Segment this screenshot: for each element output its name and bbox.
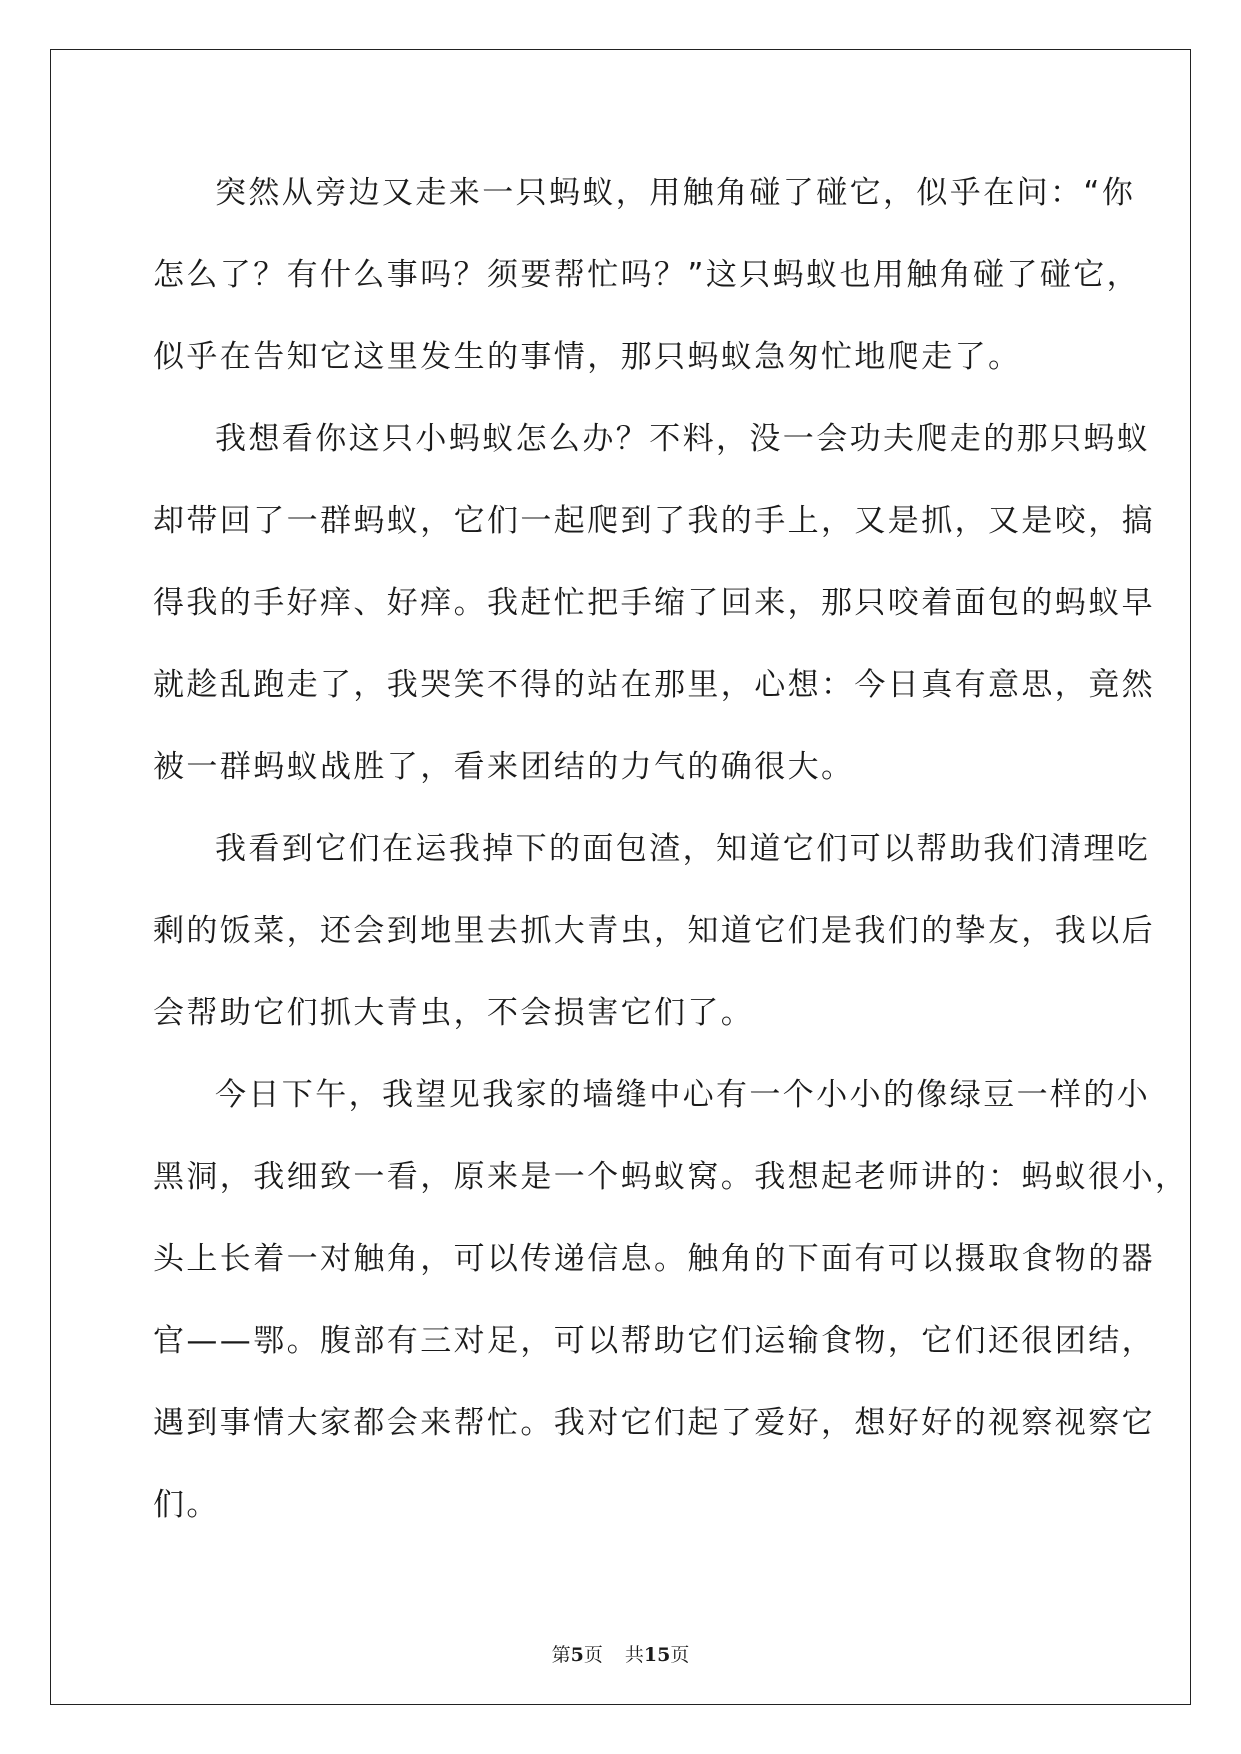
page-footer [0,1640,1241,1667]
paragraph-2-line-5: 被一群蚂蚁战胜了，看来团结的力气的确很大。 [153,749,855,785]
footer-total-prefix: 共 [624,1644,644,1666]
footer-page-number: 5 [570,1644,584,1666]
paragraph-2-line-3: 得我的手好痒、好痒。我赶忙把手缩了回来，那只咬着面包的蚂蚁早 [153,585,1155,621]
paragraph-4-line-2: 黑洞，我细致一看，原来是一个蚂蚁窝。我想起老师讲的：蚂蚁很小， [153,1159,1189,1195]
paragraph-4-line-4: 官——鄂。腹部有三对足，可以帮助它们运输食物，它们还很团结， [153,1323,1155,1359]
document-body [153,161,1189,1555]
paragraph-3-line-2: 剩的饭菜，还会到地里去抓大青虫，知道它们是我们的挚友，我以后 [153,913,1155,949]
footer-total-suffix: 页 [670,1644,690,1666]
footer-page-suffix: 页 [583,1644,603,1666]
paragraph-2-line-2: 却带回了一群蚂蚁，它们一起爬到了我的手上，又是抓，又是咬，搞 [153,503,1155,539]
paragraph-1-line-2: 怎么了？有什么事吗？须要帮忙吗？”这只蚂蚁也用触角碰了碰它， [153,257,1141,293]
footer-page-prefix: 第 [551,1644,571,1666]
paragraph-4-line-6: 们。 [153,1487,220,1523]
footer-total-pages: 15 [643,1644,671,1666]
paragraph-1-line-3: 似乎在告知它这里发生的事情，那只蚂蚁急匆忙地爬走了。 [153,339,1022,375]
paragraph-1-line-1: 突然从旁边又走来一只蚂蚁，用触角碰了碰它，似乎在问：“你 [215,175,1136,211]
paragraph-4-line-1: 今日下午，我望见我家的墙缝中心有一个小小的像绿豆一样的小 [215,1077,1151,1113]
paragraph-2-line-1: 我想看你这只小蚂蚁怎么办？不料，没一会功夫爬走的那只蚂蚁 [215,421,1151,457]
paragraph-4-line-5: 遇到事情大家都会来帮忙。我对它们起了爱好，想好好的视察视察它 [153,1405,1155,1441]
paragraph-2-line-4: 就趁乱跑走了，我哭笑不得的站在那里，心想：今日真有意思，竟然 [153,667,1155,703]
paragraph-3-line-1: 我看到它们在运我掉下的面包渣，知道它们可以帮助我们清理吃 [215,831,1151,867]
paragraph-3-line-3: 会帮助它们抓大青虫，不会损害它们了。 [153,995,755,1031]
paragraph-4-line-3: 头上长着一对触角，可以传递信息。触角的下面有可以摄取食物的器 [153,1241,1155,1277]
